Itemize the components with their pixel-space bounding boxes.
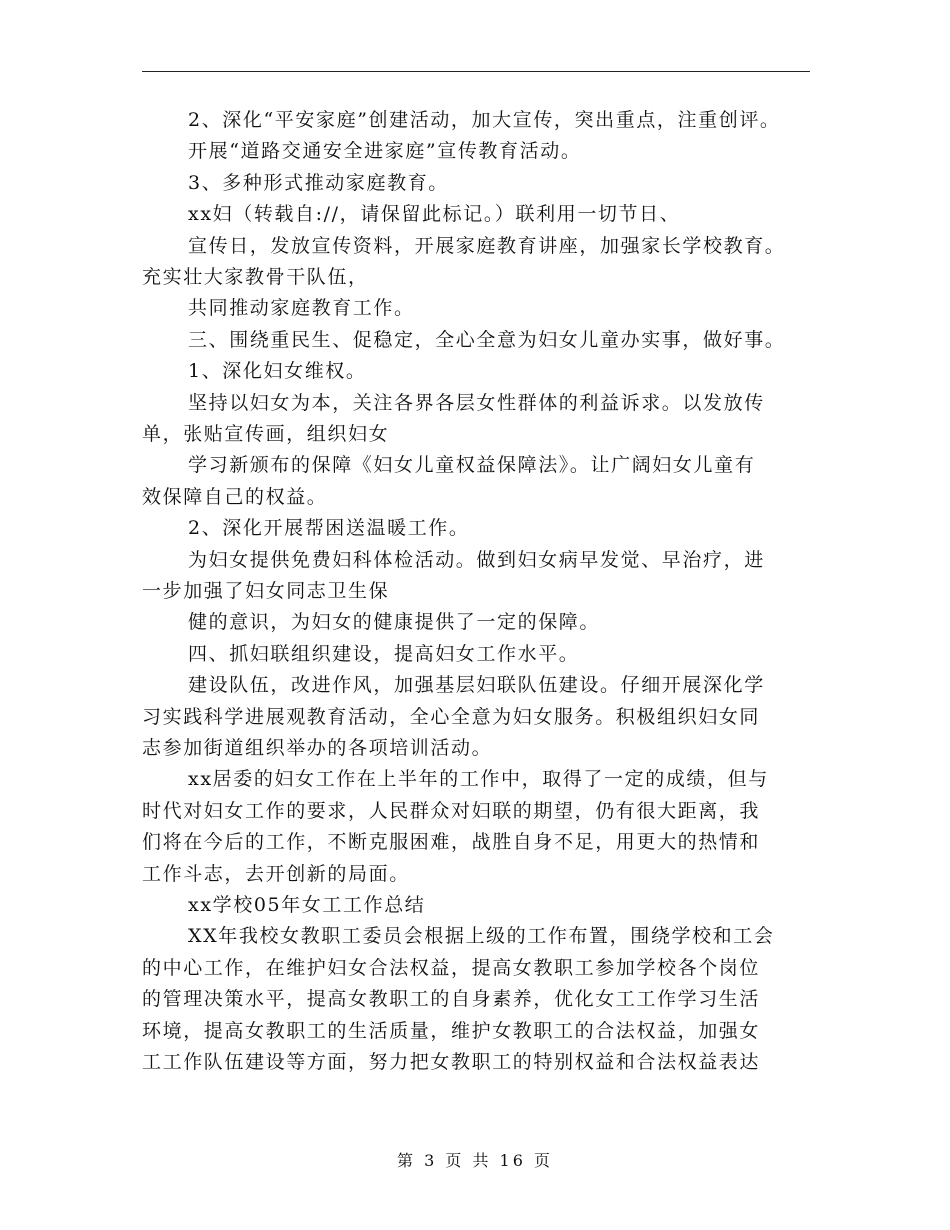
text-line: 效保障自己的权益。 bbox=[142, 486, 328, 508]
text-line: 2、深化开展帮困送温暖工作。 bbox=[188, 517, 470, 539]
text-line: 宣传日，发放宣传资料，开展家庭教育讲座，加强家长学校教育。 bbox=[188, 235, 786, 257]
text-line: 的中心工作，在维护妇女合法权益，提高女教职工参加学校各个岗位 bbox=[142, 957, 761, 979]
text-line: 共同推动家庭教育工作。 bbox=[188, 297, 415, 319]
text-line: 三、围绕重民生、促稳定，全心全意为妇女儿童办实事，做好事。 bbox=[188, 329, 786, 351]
text-line: 单，张贴宣传画，组织妇女 bbox=[142, 423, 390, 445]
text-line: 1、深化妇女维权。 bbox=[188, 360, 367, 382]
text-line: XX年我校女教职工委员会根据上级的工作布置，围绕学校和工会 bbox=[188, 925, 775, 947]
text-line: xx居委的妇女工作在上半年的工作中，取得了一定的成绩，但与 bbox=[188, 768, 769, 790]
text-line: 志参加街道组织举办的各项培训活动。 bbox=[142, 737, 493, 759]
text-line: 的管理决策水平，提高女教职工的自身素养，优化女工工作学习生活 bbox=[142, 988, 761, 1010]
text-line: 3、多种形式推动家庭教育。 bbox=[188, 172, 449, 194]
text-line: 环境，提高女教职工的生活质量，维护女教职工的合法权益，加强女 bbox=[142, 1020, 761, 1042]
text-line: 健的意识，为妇女的健康提供了一定的保障。 bbox=[188, 611, 601, 633]
text-line: 时代对妇女工作的要求，人民群众对妇联的期望，仍有很大距离，我 bbox=[142, 800, 761, 822]
text-line: 建设队伍，改进作风，加强基层妇联队伍建设。仔细开展深化学 bbox=[188, 674, 765, 696]
text-line: 坚持以妇女为本，关注各界各层女性群体的利益诉求。以发放传 bbox=[188, 392, 765, 414]
text-line: 四、抓妇联组织建设，提高妇女工作水平。 bbox=[188, 643, 580, 665]
text-line: 工工作队伍建设等方面，努力把女教职工的特别权益和合法权益表达 bbox=[142, 1051, 761, 1073]
text-line: 充实壮大家教骨干队伍， bbox=[142, 266, 369, 288]
text-line: 学习新颁布的保障《妇女儿童权益保障法》。让广阔妇女儿童有 bbox=[188, 454, 756, 476]
text-line: xx学校05年女工工作总结 bbox=[188, 894, 426, 916]
header-rule bbox=[142, 71, 810, 72]
text-line: 为妇女提供免费妇科体检活动。做到妇女病早发觉、早治疗，进 bbox=[188, 549, 765, 571]
text-line: 一步加强了妇女同志卫生保 bbox=[142, 580, 390, 602]
text-line: 开展“道路交通安全进家庭”宣传教育活动。 bbox=[188, 140, 582, 162]
page-footer: 第 3 页 共 16 页 bbox=[397, 1151, 553, 1170]
text-line: 工作斗志，去开创新的局面。 bbox=[142, 863, 410, 885]
text-line: xx妇（转载自://，请保留此标记。）联利用一切节日、 bbox=[188, 203, 681, 225]
text-line: 们将在今后的工作，不断克服困难，战胜自身不足，用更大的热情和 bbox=[142, 831, 761, 853]
text-line: 2、深化“平安家庭”创建活动，加大宣传，突出重点，注重创评。 bbox=[188, 109, 781, 131]
text-line: 习实践科学进展观教育活动，全心全意为妇女服务。积极组织妇女同 bbox=[142, 706, 761, 728]
